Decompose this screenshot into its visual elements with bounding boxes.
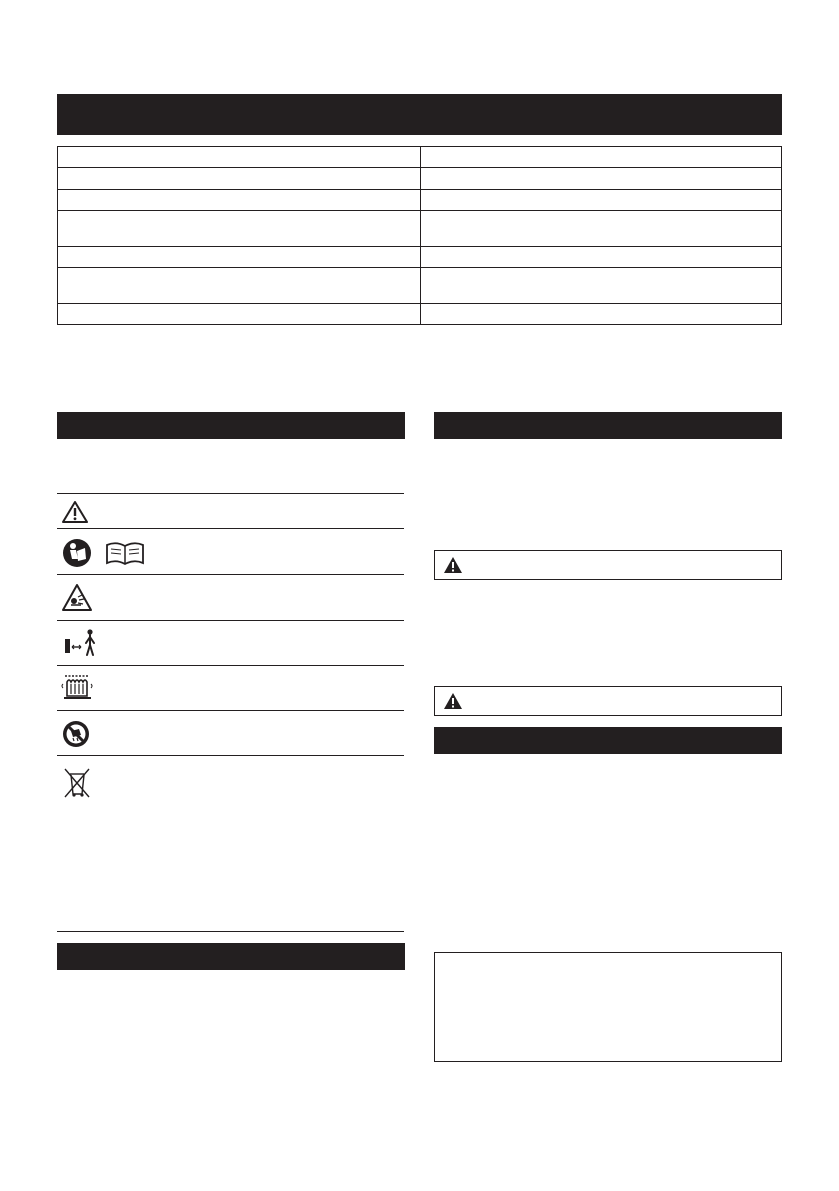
read-manual-icon: [61, 537, 151, 574]
warning-triangle-icon: [61, 500, 89, 529]
spec-label: [58, 168, 421, 190]
hot-surface-icon: [61, 672, 97, 709]
warning-filled-icon: [443, 556, 463, 579]
crossed-out-bin-icon: [61, 766, 93, 805]
symbol-row: [57, 528, 404, 575]
spec-label: [58, 147, 421, 168]
spec-value: [421, 168, 782, 190]
table-row: [58, 268, 782, 304]
table-row: [58, 247, 782, 268]
spec-label: [58, 268, 421, 304]
no-water-icon: [61, 719, 93, 754]
spec-value: [421, 147, 782, 168]
spec-label: [58, 190, 421, 211]
page-title-bar: [57, 94, 782, 135]
specifications-table: [57, 146, 782, 325]
spec-label: [58, 247, 421, 268]
table-row: [58, 190, 782, 211]
symbol-row: [57, 755, 404, 932]
spec-value: [421, 211, 782, 247]
table-row: [58, 304, 782, 325]
spec-value: [421, 247, 782, 268]
note-box: [434, 952, 782, 1062]
table-row: [58, 147, 782, 168]
left-bottom-heading-bar: [57, 943, 405, 970]
warning-box: [434, 686, 782, 716]
spec-label: [58, 211, 421, 247]
symbol-row: [57, 710, 404, 756]
table-row: [58, 211, 782, 247]
symbols-heading-bar: [57, 412, 405, 439]
warning-box: [434, 550, 782, 580]
symbol-row: [57, 620, 404, 666]
symbol-row: [57, 665, 404, 711]
right-middle-heading-bar: [434, 727, 782, 754]
symbol-row: [57, 493, 404, 529]
spec-label: [58, 304, 421, 325]
warning-filled-icon: [443, 692, 463, 715]
right-top-heading-bar: [434, 412, 782, 439]
spec-value: [421, 304, 782, 325]
spec-value: [421, 190, 782, 211]
symbols-table-bottom-rule: [57, 931, 404, 932]
keep-distance-icon: [61, 627, 101, 664]
symbol-row: [57, 574, 404, 621]
flying-debris-icon: [61, 583, 93, 618]
table-row: [58, 168, 782, 190]
spec-value: [421, 268, 782, 304]
